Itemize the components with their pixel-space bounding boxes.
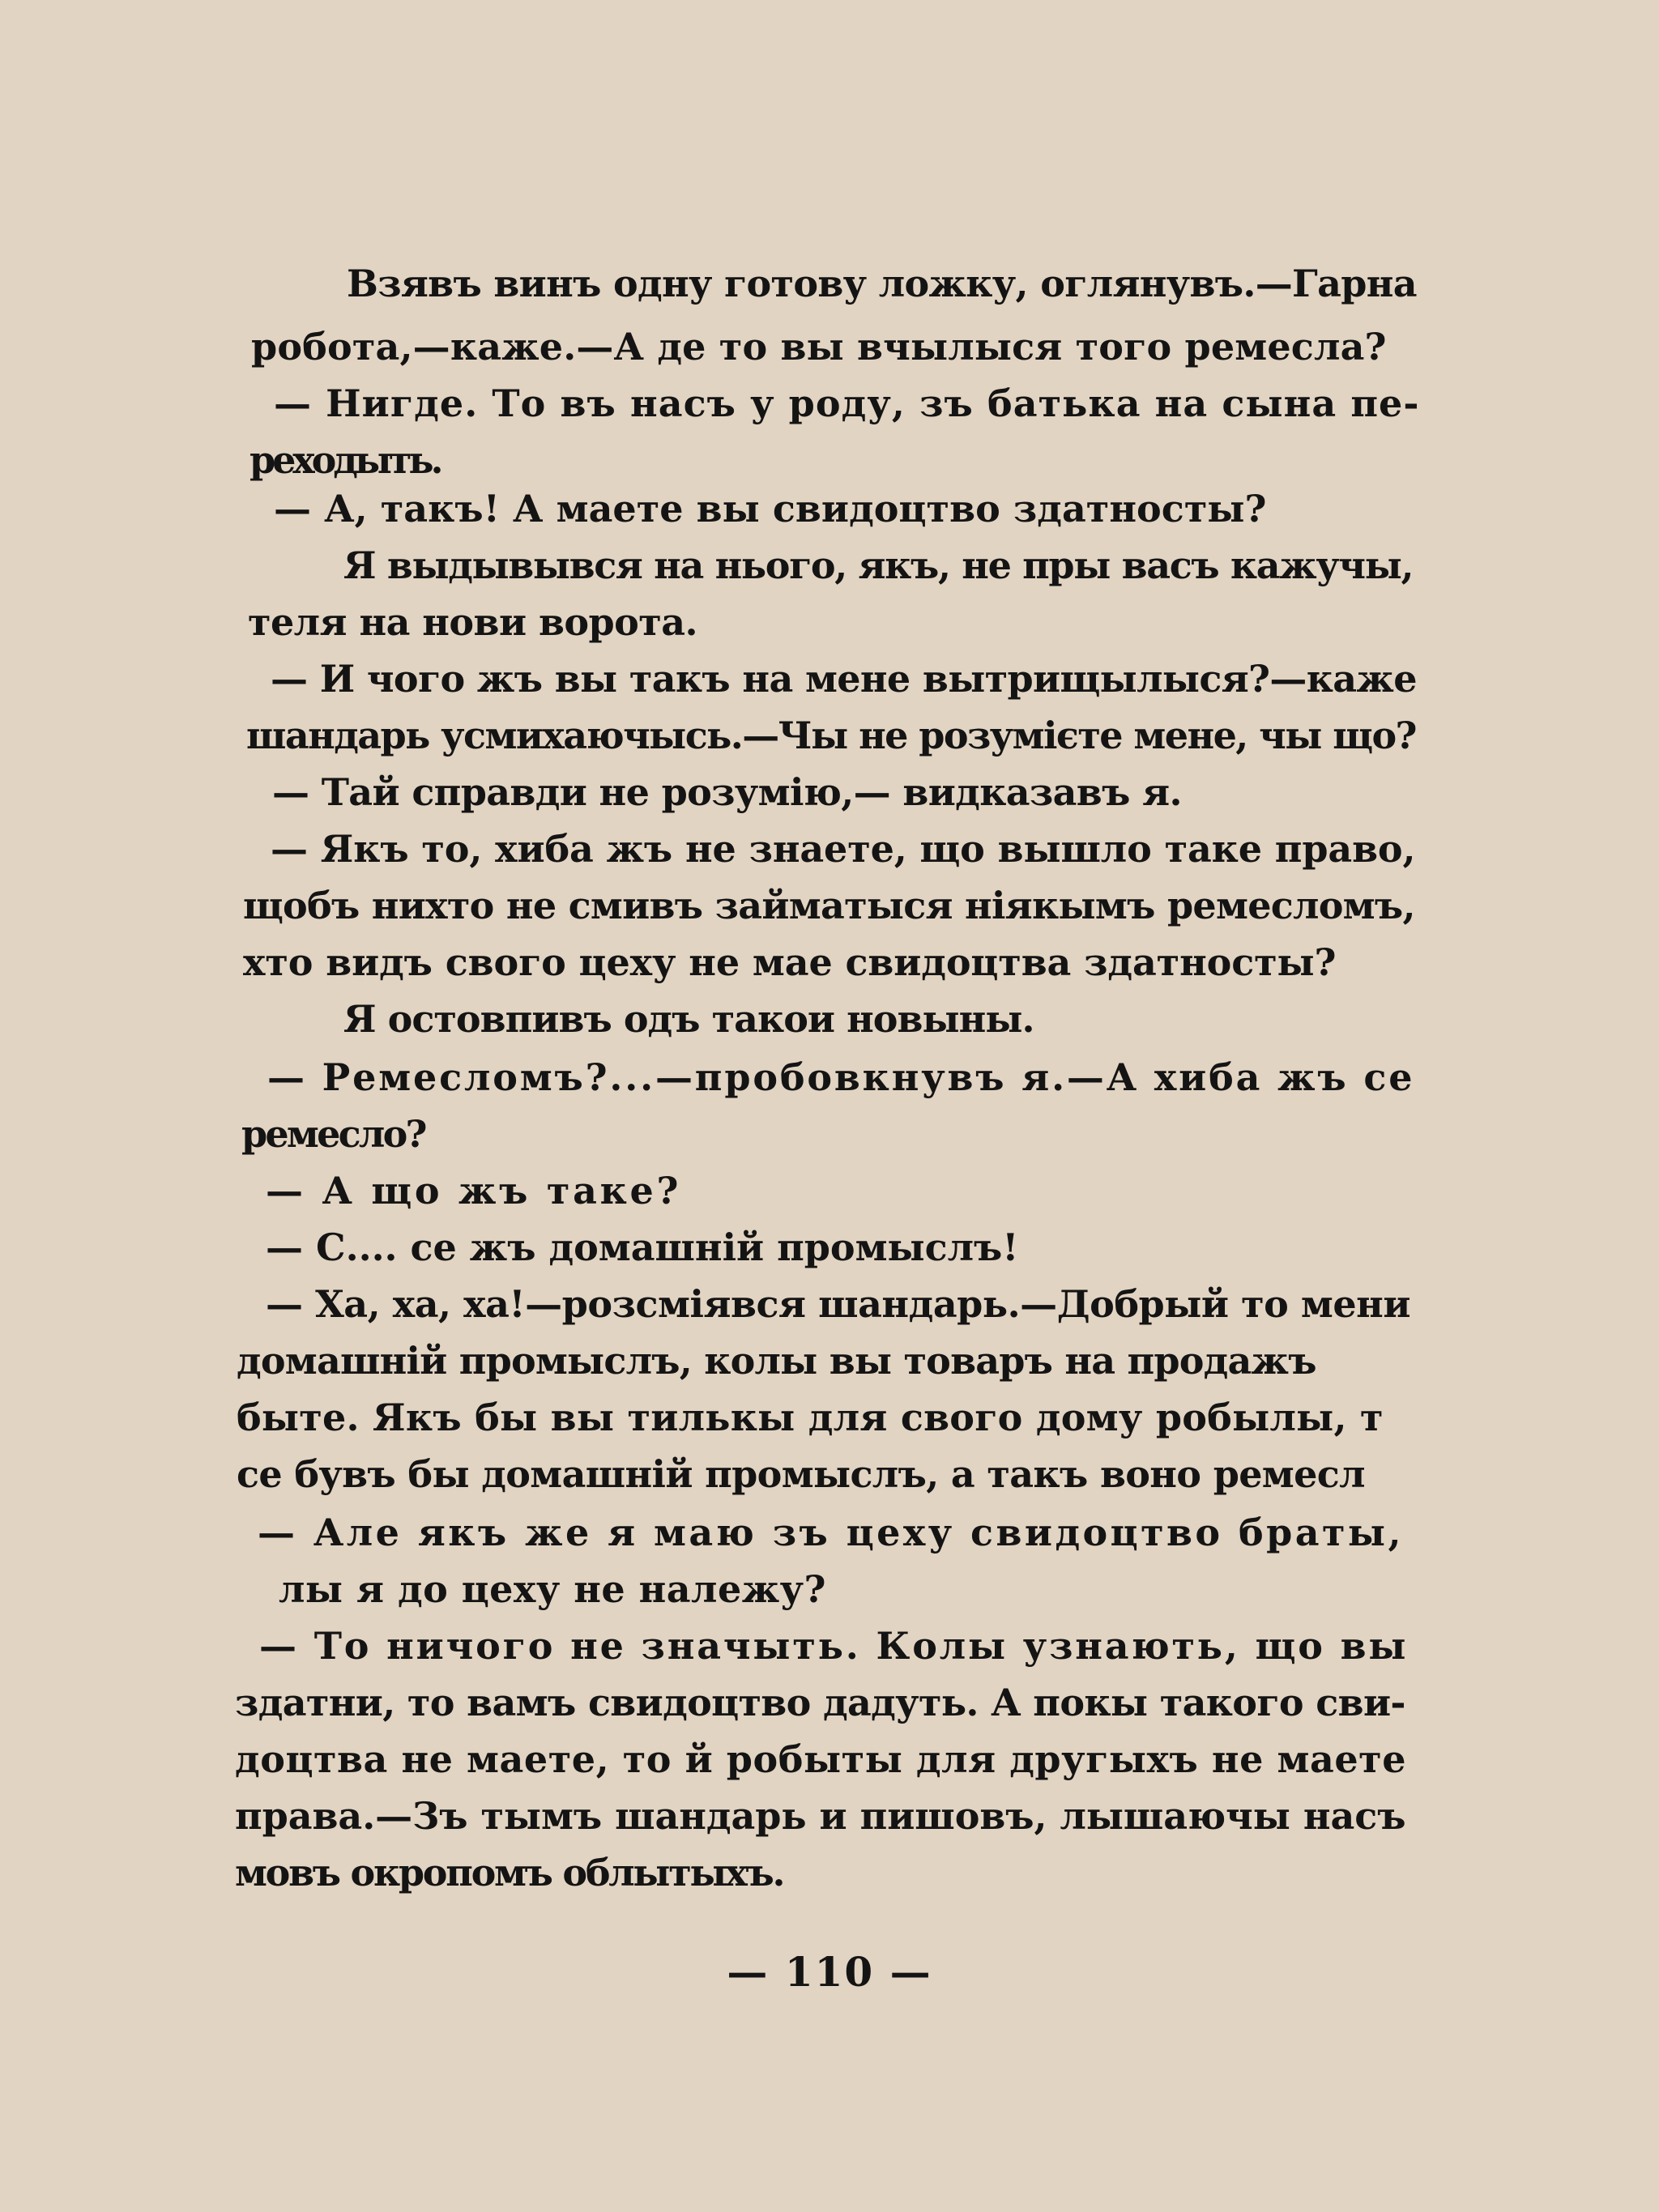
text-line: — Ха, ха, ха!—розсміявся шандарь.—Добрый то мени <box>266 1282 1411 1326</box>
text-line: — Але якъ же я маю зъ цеху свидоцтво браты, <box>258 1511 1404 1554</box>
text-line: — Нигде. То въ насъ у роду, зъ батька на сына пе- <box>274 381 1420 425</box>
text-line: — И чого жъ вы такъ на мене вытрищылыся?—каже <box>271 657 1417 701</box>
text-line: Я выдывывся на нього, якъ, не пры васъ кажучы, <box>343 543 1414 587</box>
page-number: — 110 — <box>727 1948 932 1996</box>
text-line: — А, такъ! А маете вы свидоцтво здатносты? <box>274 487 1267 531</box>
text-line: теля на нови ворота. <box>248 600 697 644</box>
text-line: се бувъ бы домашній промыслъ, а такъ воно ремесл <box>237 1452 1365 1496</box>
text-line: хто видъ свого цеху не мае свидоцтва здатносты? <box>243 940 1337 984</box>
text-line: робота,—каже.—А де то вы вчылыся того ремесла? <box>251 325 1387 369</box>
text-line: — То ничого не значыть. Колы узнають, що вы <box>259 1624 1409 1668</box>
text-line: щобъ нихто не смивъ займатыся нiякымъ ремесломъ, <box>243 884 1415 927</box>
text-line: — С.... се жъ домашній промыслъ! <box>266 1225 1019 1269</box>
text-line: доцтва не маете, то й робыты для другыхъ не маете <box>235 1737 1407 1781</box>
text-line: Я остовпивъ одъ такои новыны. <box>343 997 1034 1041</box>
text-line: домашній промыслъ, колы вы товаръ на продажъ <box>237 1339 1316 1383</box>
text-line: лы я до цеху не належу? <box>279 1567 826 1611</box>
text-line: — Якъ то, хиба жъ не знаете, що вышло таке право, <box>271 827 1416 871</box>
text-line: быте. Якъ бы вы тилькы для свого дому робылы, т <box>237 1396 1384 1439</box>
text-line: — А що жъ таке? <box>266 1169 682 1213</box>
text-line: ремесло? <box>241 1112 425 1156</box>
text-line: реходыть. <box>249 438 441 482</box>
text-line: — Тай справди не розумію,— видказавъ я. <box>272 770 1182 814</box>
text-line: права.—Зъ тымъ шандарь и пишовъ, лышаючы насъ <box>235 1794 1406 1838</box>
text-line: шандарь усмихаючысь.—Чы не розумієте мене, чы що? <box>246 714 1416 757</box>
text-line: здатни, то вамъ свидоцтво дадуть. А покы такого сви- <box>235 1681 1405 1724</box>
text-line: мовъ окропомъ облытыхъ. <box>235 1851 784 1894</box>
text-line: — Ремесломъ?...—пробовкнувъ я.—А хиба жъ се <box>267 1055 1415 1099</box>
text-line: Взявъ винъ одну готову ложку, оглянувъ.—Гарна <box>347 262 1417 305</box>
